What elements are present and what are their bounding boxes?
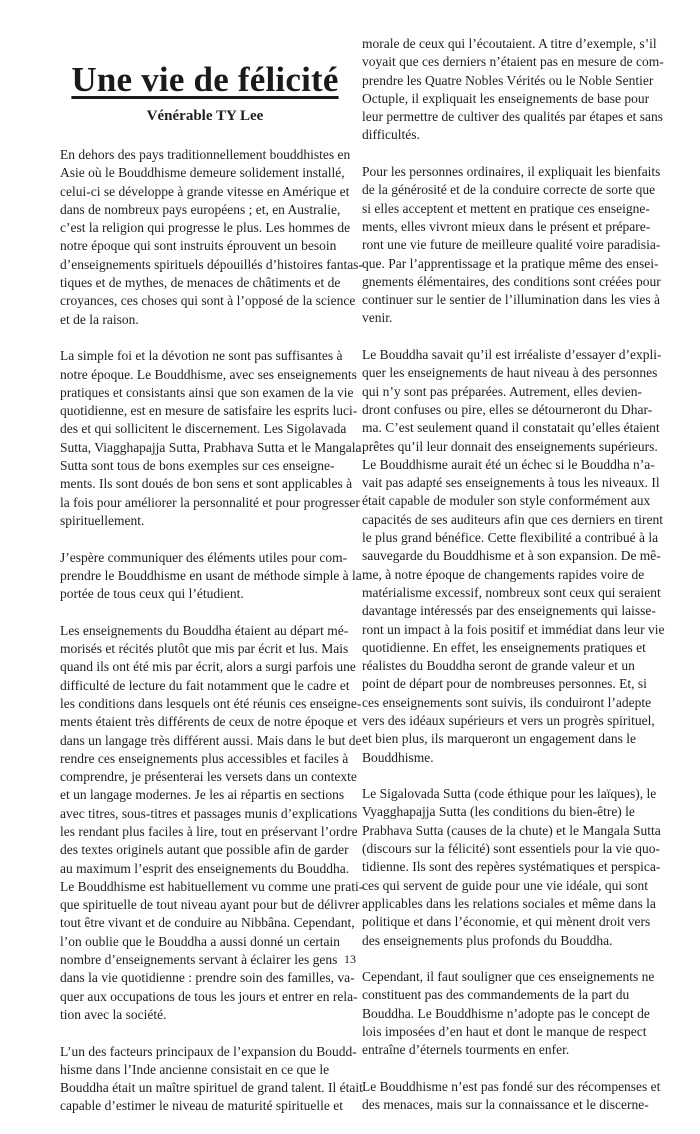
text-line: qui n’y sont pas préparées. Autrement, elles devien- — [362, 383, 643, 399]
left-column — [60, 146, 364, 1134]
text-line: hisme dans l’Inde ancienne consistait en ce que le — [60, 1061, 330, 1077]
text-line: Le Bouddhisme aurait été un échec si le Bouddha n’a- — [362, 456, 655, 472]
text-line: spirituellement. — [60, 512, 145, 528]
text-line: réalistes du Bouddha seront de grande valeur et un — [362, 658, 635, 674]
paragraph — [362, 346, 665, 767]
text-line: Pour les personnes ordinaires, il expliquait les bienfaits — [362, 164, 661, 180]
paragraph — [60, 1043, 363, 1116]
text-line: capable d’estimer le niveau de maturité spirituelle et — [60, 1098, 344, 1114]
text-line: nombre d’enseignements servant à éclairer les gens — [60, 952, 338, 968]
text-line: applicables dans les relations sociales et même dans la — [362, 895, 656, 911]
text-line: ces enseignements sont suivis, ils conduiront l’adepte — [362, 694, 652, 710]
paragraph — [362, 1078, 662, 1115]
text-line: Le Bouddhisme est habituellement vu comme une prati- — [60, 878, 364, 894]
text-line: tion avec la société. — [60, 1006, 167, 1022]
text-line: ments. Ils sont doués de bon sens et sont applicables à — [60, 476, 353, 492]
text-line: c’est la religion qui progresse le plus. Les hommes de — [60, 220, 351, 236]
text-line: En dehors des pays traditionnellement bouddhistes en — [60, 147, 351, 162]
text-line: sauvegarde du Bouddhisme et à son expansion. De mê- — [362, 548, 661, 564]
text-line: des enseignements plus profonds du Bouddha. — [362, 932, 613, 948]
text-line: des textes originels autant que possible afin de garder — [60, 842, 349, 858]
text-line: si elles acceptent et mettent en pratique ces enseigne- — [362, 200, 650, 216]
text-line: quand ils ont été mis par écrit, alors a surgi parfois une — [60, 659, 356, 675]
text-line: quotidienne, est en mesure de satisfaire les esprits luci- — [60, 403, 358, 419]
text-line: vait pas adapté ses enseignements à tous les niveaux. Il — [362, 475, 660, 491]
text-line: ments étaient très différents de ceux de notre époque et — [60, 714, 358, 730]
text-line: prêtes qu’il leur donnait des enseignements supérieurs. — [362, 438, 658, 454]
text-line: venir. — [362, 310, 393, 326]
text-line: ments, elles vivront mieux dans le présent et prépare- — [362, 218, 651, 234]
text-line: comprendre, je présenterai les versets dans un contexte — [60, 769, 357, 785]
text-line: et un langage modernes. Je les ai répartis en sections — [60, 787, 345, 803]
text-line: lois imposées d’en haut et dont le manque de respect — [362, 1024, 647, 1040]
text-line: La simple foi et la dévotion ne sont pas suffisantes à — [60, 348, 343, 364]
text-line: vers des idéaux supérieurs et vers un progrès spirituel, — [362, 712, 655, 728]
text-line: d’enseignements spirituels dépouillés d’histoires fantas- — [60, 256, 363, 272]
text-line: Asie où le Bouddhisme demeure solidement installé, — [60, 165, 345, 181]
text-line: dans de nombreux pays européens ; et, en Australie, — [60, 201, 341, 217]
text-line: Bouddha. Le Bouddhisme n’adopte pas le concept de — [362, 1005, 650, 1021]
text-line: Le Bouddhisme n’est pas fondé sur des récompenses et — [362, 1078, 661, 1094]
text-line: prendre le Bouddhisme en usant de méthode simple à la — [60, 567, 362, 583]
text-line: Bouddha était un maître spirituel de grand talent. Il était — [60, 1080, 363, 1096]
text-line: point de départ pour de nombreuses personnes. Et, si — [362, 676, 647, 692]
paragraph — [362, 35, 662, 145]
paragraph — [362, 968, 662, 1059]
text-line: l’on oublie que le Bouddha a aussi donné un certain — [60, 933, 341, 949]
text-line: prendre les Quatre Nobles Vérités ou le Noble Sentier — [362, 72, 654, 88]
text-line: que spirituelle de tout niveau ayant pour but de délivrer — [60, 897, 360, 913]
text-line: au maximum l’esprit des enseignements du Bouddha. — [60, 860, 350, 876]
text-line: J’espère communiquer des éléments utiles pour com- — [60, 549, 348, 565]
text-line: Cependant, il faut souligner que ces enseignements ne — [362, 969, 655, 985]
text-line: ma. C’est seulement quand il constatait qu’elles étaient — [362, 420, 660, 436]
text-line: Le Bouddha savait qu’il est irréaliste d’essayer d’expli- — [362, 347, 662, 363]
text-line: davantage intéressés par des enseignements qui laisse- — [362, 603, 656, 619]
text-line: constituent pas des commandements de la part du — [362, 987, 630, 1003]
text-line: Vyagghapajja Sutta (les conditions du bien-être) le — [362, 804, 635, 820]
text-line: des et qui sollicitent le discernement. Les Sigolavada — [60, 421, 347, 437]
text-line: (discours sur la félicité) sont essentiels pour la vie quo- — [362, 841, 661, 857]
text-line: de la générosité et de la conduire correcte de sorte que — [362, 182, 656, 198]
text-line: continuer sur le sentier de l’illumination dans les vies à — [362, 292, 661, 308]
article-title: Une vie de félicité — [71, 60, 339, 99]
page-number: 13 — [344, 952, 356, 966]
text-line: entraîne d’éternels tourments en enfer. — [362, 1042, 570, 1058]
text-line: quer les enseignements de haut niveau à des personnes — [362, 365, 658, 381]
text-line: dront confuses ou pire, elles se détourneront du Dhar- — [362, 401, 653, 417]
text-line: tout être vivant et de conduire au Nibbâna. Cependant, — [60, 915, 355, 931]
text-line: difficultés. — [362, 127, 420, 143]
text-line: tidienne. Ils sont des repères systématiques et perspica- — [362, 859, 661, 875]
text-line: Sutta sont tous de bons exemples sur ces enseigne- — [60, 458, 335, 474]
text-line: les conditions dans lesquels ont été réunis ces enseigne- — [60, 695, 362, 711]
paragraph — [362, 785, 662, 950]
text-line: des menaces, mais sur la connaissance et le discerne- — [362, 1097, 649, 1113]
text-line: dans la vie quotidienne : prendre soin des familles, va- — [60, 970, 355, 986]
paragraph — [60, 146, 363, 329]
text-line: croyances, ces choses qui sont à l’opposé de la science — [60, 293, 356, 309]
text-line: tiques et de mythes, de menaces de châtiments et de — [60, 275, 341, 291]
text-line: Le Sigalovada Sutta (code éthique pour les laïques), le — [362, 786, 657, 802]
text-line: celui-ci se développe à grande vitesse en Amérique et — [60, 183, 350, 199]
text-line: difficulté de lecture du fait notamment que le cadre et — [60, 677, 350, 693]
text-line: gnements élémentaires, des conditions sont créées pour — [362, 273, 661, 289]
text-line: ront une vie future de meilleure qualité voire paradisia- — [362, 237, 661, 253]
text-line: notre époque qui sont instruits éprouvent un besoin — [60, 238, 337, 254]
text-line: la fois pour améliorer la personnalité et pour progresser — [60, 494, 360, 510]
paragraph — [362, 163, 662, 328]
text-line: Les enseignements du Bouddha étaient au départ mé- — [60, 622, 349, 638]
text-line: et de la raison. — [60, 311, 139, 327]
text-line: les rendant plus faciles à lire, tout en préservant l’ordre — [60, 823, 358, 839]
text-line: était capable de moduler son style conformément aux — [362, 493, 651, 509]
text-line: pratiques et consistants ainsi que son examen de la vie — [60, 384, 354, 400]
right-column — [362, 35, 665, 1133]
text-line: morale de ceux qui l’écoutaient. A titre d’exemple, s’il — [362, 36, 657, 51]
text-line: que. Par l’apprentissage et la pratique même des ensei- — [362, 255, 659, 271]
text-line: Bouddhisme. — [362, 749, 434, 765]
text-line: politique et dans l’économie, et qui mènent droit vers — [362, 914, 651, 930]
text-line: dans un langage très différent aussi. Mais dans le but de — [60, 732, 362, 748]
author-name: Vénérable TY Lee — [146, 108, 264, 124]
text-line: et bien plus, ils marqueront un engagement dans le — [362, 731, 637, 747]
text-line: Sutta, Viagghapajja Sutta, Prabhava Sutta et le Mangala — [60, 439, 362, 455]
text-line: notre époque. Le Bouddhisme, avec ses enseignements — [60, 366, 357, 382]
text-line: capacités de ses auditeurs afin que ces derniers en tirent — [362, 511, 663, 527]
text-line: quer aux occupations de tous les jours et entrer en rela- — [60, 988, 358, 1004]
text-line: ces qui servent de guide pour une vie idéale, qui sont — [362, 877, 649, 893]
text-line: Octuple, il expliquait les enseignements de base pour — [362, 90, 650, 106]
text-line: me, à notre époque de changements rapides voire de — [362, 566, 645, 582]
text-line: quotidienne. En effet, les enseignements pratiques et — [362, 639, 646, 655]
text-line: ront un impact à la fois positif et immédiat dans leur vie — [362, 621, 665, 637]
text-line: L’un des facteurs principaux de l’expansion du Boudd- — [60, 1043, 357, 1059]
text-line: le plus grand bénéfice. Cette flexibilité a contribué à la — [362, 530, 659, 546]
text-line: voyait que ces derniers n’étaient pas en mesure de com- — [362, 54, 664, 70]
text-line: portée de tous ceux qui l’étudient. — [60, 586, 244, 602]
paragraph — [60, 347, 360, 530]
text-line: Prabhava Sutta (causes de la chute) et le Mangala Sutta — [362, 822, 661, 838]
text-line: leur permettre de cultiver des qualités par étapes et sans — [362, 109, 664, 125]
text-line: morisés et récités plutôt que mis par écrit et lus. Mais — [60, 641, 349, 657]
text-line: avec titres, sous-titres et passages munis d’explications — [60, 805, 358, 821]
text-line: matérialisme excessif, nombreux sont ceux qui seraient — [362, 584, 661, 600]
text-line: rendre ces enseignements plus accessibles et faciles à — [60, 750, 349, 766]
paragraph — [60, 549, 360, 604]
